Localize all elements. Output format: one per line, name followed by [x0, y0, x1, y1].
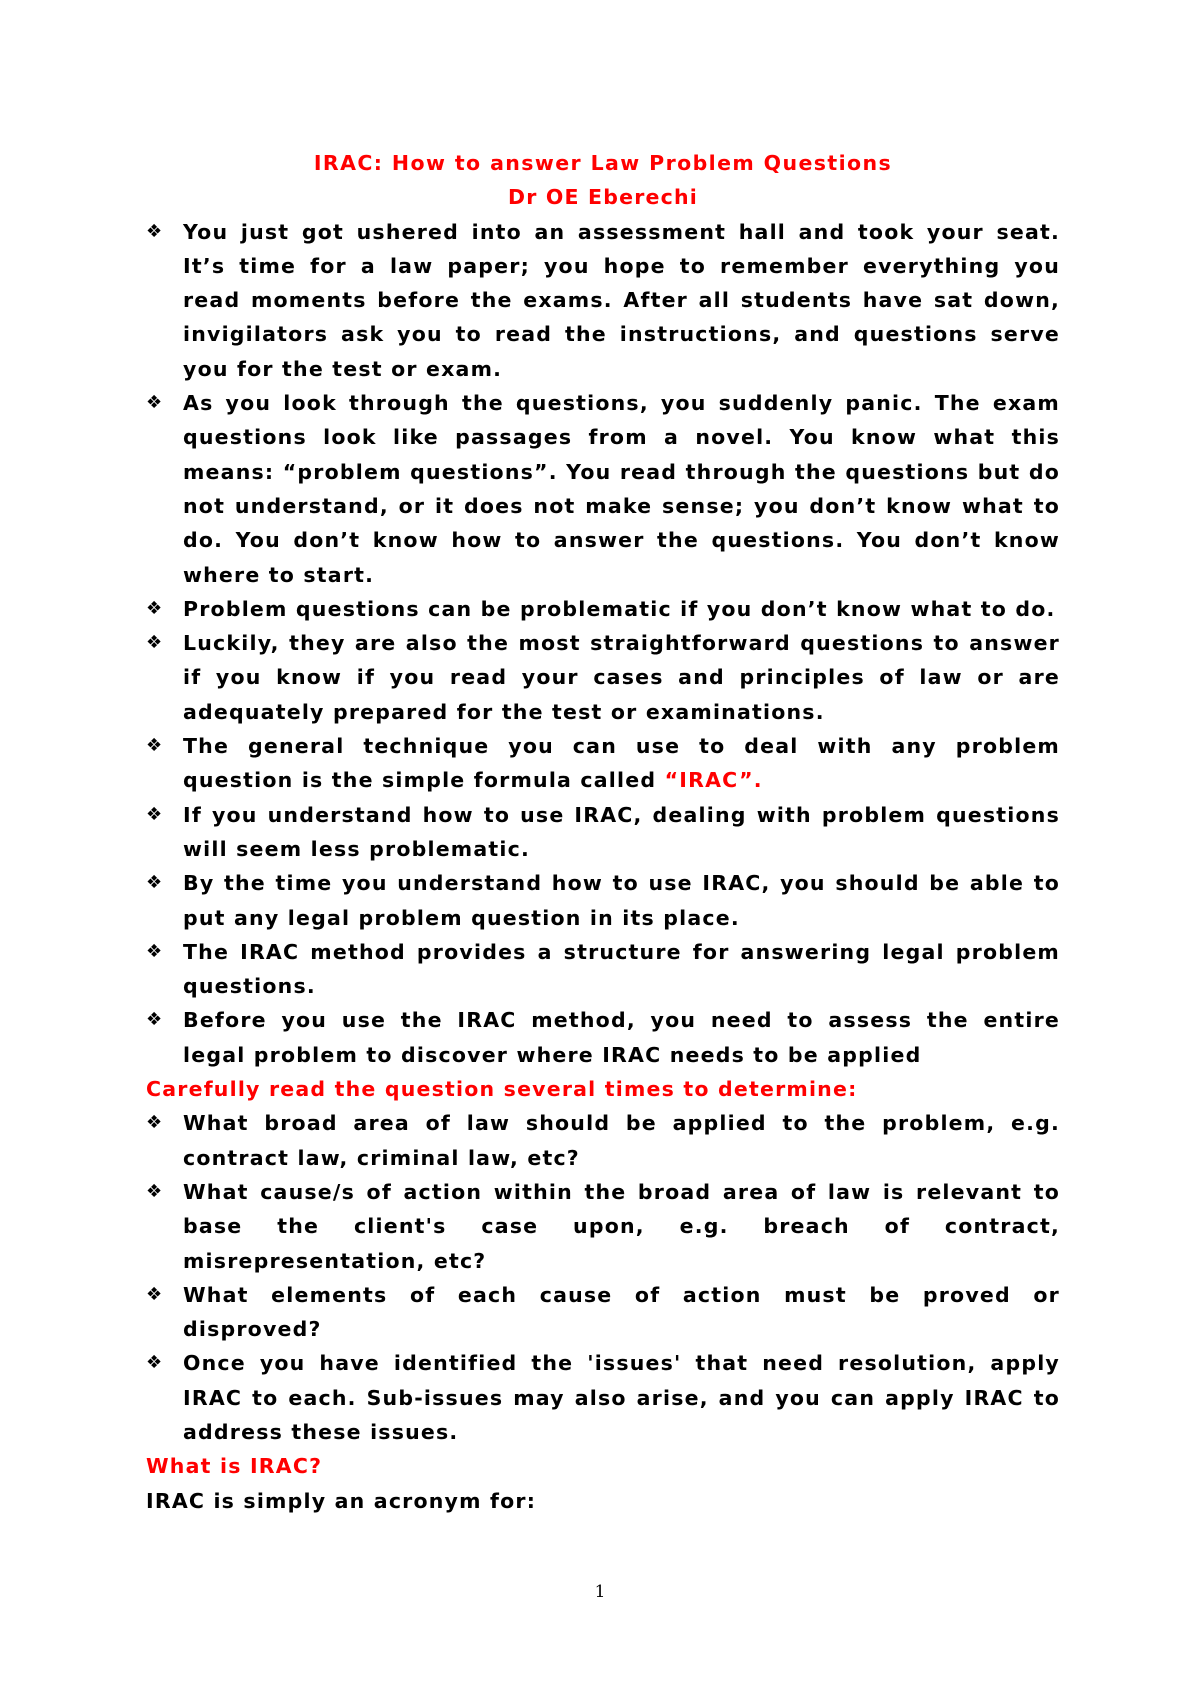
diamond-bullet-icon: ❖: [146, 1180, 163, 1202]
diamond-bullet-icon: ❖: [146, 632, 163, 654]
acronym-line: IRAC is simply an acronym for:: [146, 1488, 537, 1513]
read-bullet-list: [146, 1106, 1060, 1449]
document-author: Dr OE Eberechi: [508, 185, 698, 210]
document-body: [146, 146, 1060, 1518]
diamond-bullet-icon: ❖: [146, 220, 163, 242]
document-title: IRAC: How to answer Law Problem Questions: [313, 151, 893, 175]
list-item: [146, 1003, 1060, 1072]
bullet-text: You just got ushered into an assessment hall and took your seat. It’s time for a law paper; you hope to remember everything you read moments before the exams. After all students have sat down, invigilators ask you to read the instructions, and questions serve you for the test or exam.: [183, 219, 1060, 381]
bullet-text: Luckily, they are also the most straightforward questions to answer if you know if you read your cases and principles of law or are adequately prepared for the test or examinations.: [183, 631, 1060, 724]
list-item: [146, 1346, 1060, 1449]
list-item: [146, 626, 1060, 729]
bullet-text: Before you use the IRAC method, you need to assess the entire legal problem to discover where IRAC needs to be applied: [183, 1008, 1060, 1067]
list-item: [146, 1175, 1060, 1278]
bullet-text: The IRAC method provides a structure for answering legal problem questions.: [183, 939, 1060, 999]
diamond-bullet-icon: ❖: [146, 872, 163, 894]
bullet-text: By the time you understand how to use IRAC, you should be able to put any legal problem question in its place.: [183, 871, 1060, 930]
list-item: [146, 798, 1060, 867]
diamond-bullet-icon: ❖: [146, 940, 163, 962]
list-item: [146, 1106, 1060, 1175]
diamond-bullet-icon: ❖: [146, 735, 163, 757]
list-item: [146, 1278, 1060, 1347]
diamond-bullet-icon: ❖: [146, 597, 163, 619]
list-item: [146, 866, 1060, 935]
diamond-bullet-icon: ❖: [146, 1112, 163, 1134]
bullet-text: Problem questions can be problematic if you don’t know what to do.: [183, 596, 1056, 621]
bullet-text: If you understand how to use IRAC, dealing with problem questions will seem less problematic.: [183, 802, 1060, 861]
intro-bullet-list: [146, 215, 1060, 1072]
diamond-bullet-icon: ❖: [146, 1352, 163, 1374]
list-item: [146, 935, 1060, 1004]
list-item: [146, 729, 1060, 798]
bullet-text: As you look through the questions, you suddenly panic. The exam questions look like passages from a novel. You know what this means: “problem questions”. You read through the questions but do not understand, or it does not make sense; you don’t know what to do. You don’t know how to answer the questions. You don’t know where to start.: [183, 391, 1060, 587]
diamond-bullet-icon: ❖: [146, 1009, 163, 1031]
list-item: [146, 386, 1060, 592]
bullet-text: What cause/s of action within the broad area of law is relevant to base the client's case upon, e.g. breach of contract, misrepresentation, etc?: [183, 1179, 1060, 1273]
bullet-text: What elements of each cause of action must be proved or disproved?: [183, 1282, 1060, 1342]
bullet-text: The general technique you can use to deal with any problem question is the simple formula called: [183, 734, 1060, 793]
diamond-bullet-icon: ❖: [146, 1283, 163, 1305]
page-number: 1: [594, 1582, 606, 1602]
list-item: [146, 592, 1060, 626]
irac-highlight: “IRAC”.: [664, 768, 763, 793]
diamond-bullet-icon: ❖: [146, 392, 163, 414]
bullet-text: Once you have identified the 'issues' that need resolution, apply IRAC to each. Sub-issues may also arise, and you can apply IRAC to address these issues.: [183, 1351, 1060, 1444]
diamond-bullet-icon: ❖: [146, 803, 163, 825]
read-question-heading: Carefully read the question several times to determine:: [146, 1077, 858, 1102]
list-item: [146, 215, 1060, 386]
bullet-text: What broad area of law should be applied to the problem, e.g. contract law, criminal law, etc?: [183, 1111, 1060, 1170]
what-is-irac-heading: What is IRAC?: [146, 1454, 323, 1479]
